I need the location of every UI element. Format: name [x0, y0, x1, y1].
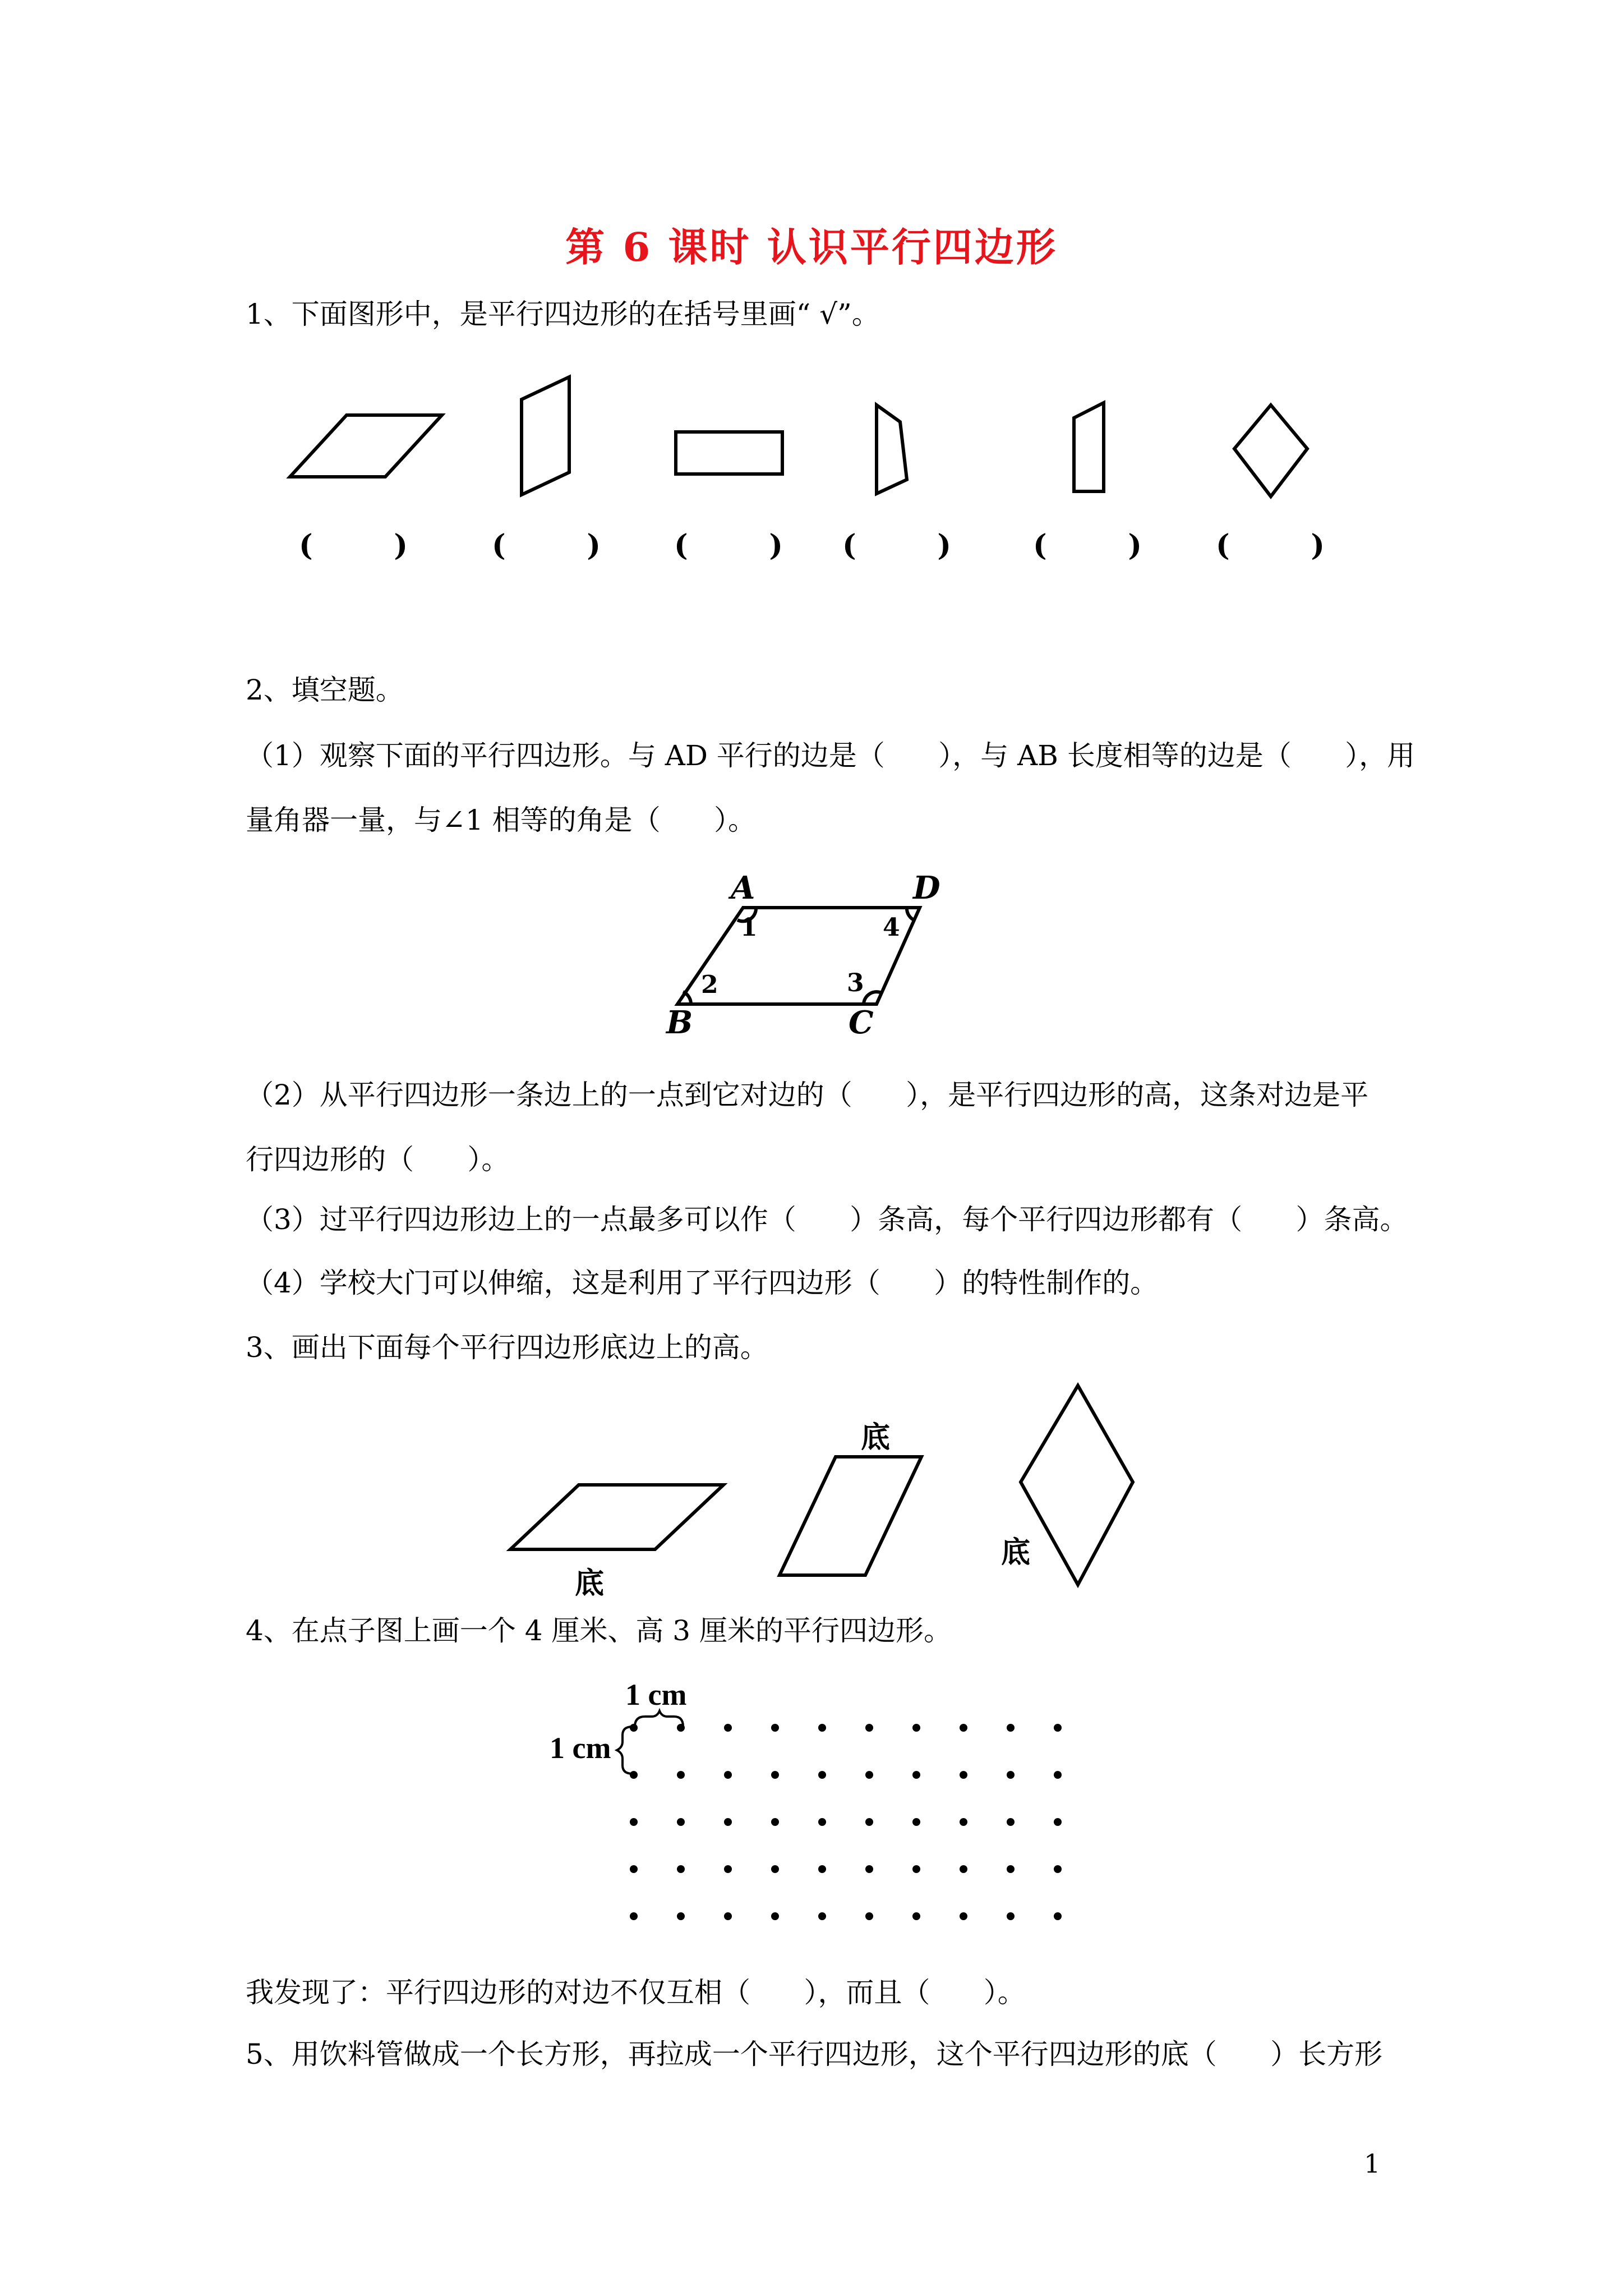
question-5-text: 5、用饮料管做成一个长方形，再拉成一个平行四边形，这个平行四边形的底（ ）长方形: [246, 2038, 1383, 2070]
angle-label-4: 4: [883, 913, 900, 942]
angle-label-3: 3: [847, 969, 864, 997]
question-4-text: 4、在点子图上画一个 4 厘米、高 3 厘米的平行四边形。: [246, 1614, 952, 1647]
answer-slot-3[interactable]: ( ): [674, 528, 783, 563]
question-2-part1-line1: （1）观察下面的平行四边形。与 AD 平行的边是（ ），与 AB 长度相等的边是（ ），用: [246, 739, 1415, 772]
page-number: 1: [1364, 2148, 1381, 2179]
answer-slot-4[interactable]: ( ): [842, 528, 952, 563]
question-1-text: 1、下面图形中，是平行四边形的在括号里画“ √”。: [246, 298, 880, 330]
question-2-part1-line2: 量角器一量，与∠1 相等的角是（ ）。: [246, 804, 756, 836]
angle-label-2: 2: [701, 970, 718, 999]
question-2-part2-line1: （2）从平行四边形一条边上的一点到它对边的（ ），是平行四边形的高，这条对边是平: [246, 1079, 1369, 1111]
question-2-heading: 2、填空题。: [246, 674, 404, 706]
answer-slot-6[interactable]: ( ): [1216, 528, 1325, 563]
angle-label-1: 1: [740, 913, 758, 942]
answer-slot-1[interactable]: ( ): [299, 528, 408, 563]
question-2-part2-line2: 行四边形的（ ）。: [246, 1143, 510, 1176]
page-title: 第 6 课时 认识平行四边形: [565, 224, 1058, 270]
vertex-label-c: C: [849, 1004, 874, 1041]
vertex-label-b: B: [666, 1004, 693, 1041]
vertex-label-a: A: [731, 869, 755, 907]
base-label-3: 底: [1001, 1535, 1031, 1570]
unit-label-vertical: 1 cm: [550, 1731, 611, 1765]
vertex-label-d: D: [913, 869, 940, 907]
answer-slot-2[interactable]: ( ): [492, 528, 601, 563]
base-label-2: 底: [861, 1420, 891, 1455]
question-2-part3: （3）过平行四边形边上的一点最多可以作（ ）条高，每个平行四边形都有（ ）条高。: [246, 1203, 1408, 1236]
question-3-text: 3、画出下面每个平行四边形底边上的高。: [246, 1331, 768, 1364]
unit-label-horizontal: 1 cm: [625, 1678, 687, 1711]
question-4-finding: 我发现了：平行四边形的对边不仅互相（ ），而且（ ）。: [246, 1976, 1026, 2009]
answer-slot-5[interactable]: ( ): [1033, 528, 1142, 563]
base-label-1: 底: [575, 1566, 605, 1600]
question-2-part4: （4）学校大门可以伸缩，这是利用了平行四边形（ ）的特性制作的。: [246, 1267, 1159, 1299]
